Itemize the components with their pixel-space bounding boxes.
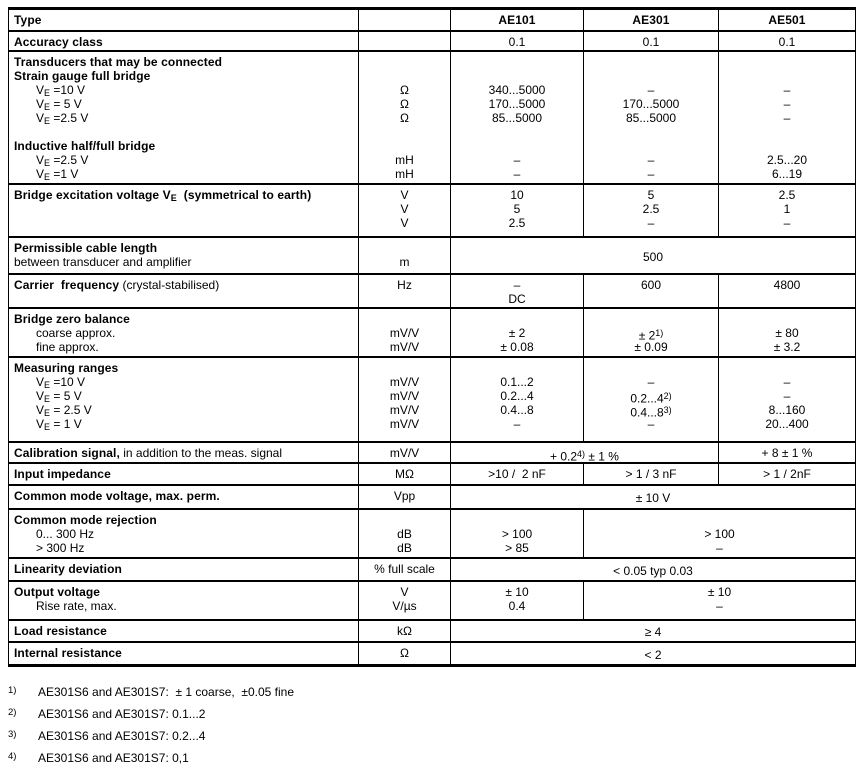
param-label-cell <box>9 52 358 183</box>
value-span-all-columns <box>450 559 855 580</box>
text-line: between transducer and amplifier <box>14 255 192 269</box>
row-calibration-signal <box>9 441 855 462</box>
text-line <box>719 125 855 139</box>
text-line: mH <box>395 153 414 167</box>
text-line: Inductive half/full bridge <box>14 139 156 153</box>
value-ae501 <box>718 443 855 462</box>
value-ae501 <box>718 185 855 236</box>
text-line: 2.5 <box>778 188 796 202</box>
value-span-ae101-ae301 <box>450 443 718 462</box>
text-line: > 85 <box>505 541 529 555</box>
unit-cell <box>358 52 450 183</box>
text-line: 340...5000 <box>488 83 546 97</box>
value-ae501 <box>718 52 855 183</box>
unit-cell <box>358 510 450 557</box>
text-line: – <box>513 153 521 167</box>
value-ae101 <box>450 275 583 307</box>
param-label-cell <box>9 443 358 462</box>
text-line <box>451 312 583 326</box>
text-line: Common mode rejection <box>14 513 157 527</box>
text-line: Transducers that may be connected <box>14 55 223 69</box>
text-line: mH <box>395 167 414 181</box>
text-line: 20...400 <box>765 417 809 431</box>
text-line <box>584 139 718 153</box>
text-line <box>719 69 855 83</box>
text-line: 1 <box>783 202 791 216</box>
value-ae101 <box>450 32 583 50</box>
text-line: mV/V <box>389 340 420 354</box>
value-ae101 <box>450 309 583 356</box>
text-line: VE = 1 V <box>36 417 82 432</box>
text-line <box>451 513 583 527</box>
value-ae301 <box>583 32 718 50</box>
value-ae101 <box>450 464 583 484</box>
footnote-marker: 2) <box>8 707 17 718</box>
text-line: Linearity deviation <box>14 562 122 576</box>
text-line: – <box>783 389 791 403</box>
text-line: Strain gauge full bridge <box>14 69 151 83</box>
text-line: > 300 Hz <box>36 541 85 555</box>
value-span-all-columns <box>450 643 855 664</box>
text-line <box>719 361 855 375</box>
text-line <box>584 361 718 375</box>
footnote-marker: 1) <box>8 685 17 696</box>
value-ae101 <box>450 510 583 557</box>
text-line: – <box>783 216 791 230</box>
text-line <box>359 361 450 375</box>
text-line: < 2 <box>644 647 662 662</box>
value-ae101 <box>450 582 583 619</box>
text-line: Bridge zero balance <box>14 312 130 326</box>
text-line: V <box>400 202 409 216</box>
text-line: Ω <box>400 97 409 111</box>
text-line <box>451 139 583 153</box>
text-line: – <box>513 278 521 292</box>
text-line: ≥ 4 <box>644 625 662 639</box>
text-line: Measuring ranges <box>14 361 119 375</box>
value-ae301 <box>583 52 718 183</box>
unit-cell <box>358 358 450 441</box>
row-linearity-deviation <box>9 557 855 580</box>
text-line: Calibration signal, in addition to the meas. signal <box>14 446 283 460</box>
text-line: 500 <box>642 249 664 264</box>
text-line <box>719 312 855 326</box>
value-ae301 <box>583 275 718 307</box>
text-line: 0.4...8$^{3)}$ <box>630 405 672 420</box>
row-input-impedance <box>9 462 855 484</box>
value-ae101 <box>450 358 583 441</box>
unit-cell <box>358 185 450 236</box>
value-span-all-columns <box>450 621 855 641</box>
text-line: 85...5000 <box>625 111 677 125</box>
text-line: AE101 <box>498 13 536 27</box>
unit-cell <box>358 582 450 619</box>
unit-cell <box>358 32 450 50</box>
text-line: 0... 300 Hz <box>36 527 95 541</box>
text-line: 0.2...4 <box>500 389 534 403</box>
text-line: dB <box>397 527 412 541</box>
text-line: Vpp <box>393 489 416 503</box>
row-load-resistance <box>9 619 855 641</box>
unit-cell <box>358 486 450 508</box>
text-line: Carrier frequency (crystal-stabilised) <box>14 278 220 292</box>
text-line <box>359 13 450 27</box>
param-label-cell <box>9 643 358 664</box>
text-line: AE301 <box>632 13 670 27</box>
footnote-4 <box>8 751 848 773</box>
text-line: mV/V <box>389 375 420 389</box>
text-line: VE =1 V <box>36 167 79 182</box>
text-line: Type <box>14 13 42 27</box>
text-line: Permissible cable length <box>14 241 158 255</box>
value-ae101 <box>450 185 583 236</box>
param-label-cell <box>9 559 358 580</box>
text-line: – <box>783 111 791 125</box>
text-line: mV/V <box>389 417 420 431</box>
text-line <box>359 125 450 139</box>
text-line: Bridge excitation voltage VE (symmetrical to earth) <box>14 188 312 203</box>
value-ae501 <box>718 275 855 307</box>
unit-cell <box>358 10 450 30</box>
value-ae501 <box>718 464 855 484</box>
text-line: – <box>513 417 521 431</box>
text-line <box>14 125 358 139</box>
text-line: ± 80 <box>775 326 799 340</box>
footnote-text: AE301S6 and AE301S7: 0,1 <box>38 751 189 765</box>
text-line: 600 <box>640 278 662 292</box>
text-line: VE =2.5 V <box>36 153 89 168</box>
value-ae301 <box>583 309 718 356</box>
text-line: dB <box>397 541 412 555</box>
text-line: – <box>647 167 655 181</box>
text-line: > 100 <box>704 527 735 541</box>
text-line: 170...5000 <box>622 97 680 111</box>
text-line: Ω <box>400 111 409 125</box>
row-type-header <box>9 10 855 30</box>
param-label-cell <box>9 32 358 50</box>
value-ae301 <box>583 185 718 236</box>
value-ae501 <box>718 358 855 441</box>
footnote-text: AE301S6 and AE301S7: ± 1 coarse, ±0.05 fine <box>38 685 295 699</box>
text-line: 5 <box>513 202 521 216</box>
row-bridge-excitation-voltage <box>9 183 855 236</box>
text-line: kΩ <box>397 624 412 638</box>
text-line: – <box>783 97 791 111</box>
text-line: Common mode voltage, max. perm. <box>14 489 220 503</box>
text-line: Ω <box>400 83 409 97</box>
text-line: VE = 5 V <box>36 389 82 404</box>
unit-cell <box>358 464 450 484</box>
text-line: 0.1 <box>778 35 796 49</box>
text-line: > 1 / 3 nF <box>625 467 677 481</box>
text-line: V <box>400 585 409 599</box>
value-span-all-columns <box>450 238 855 273</box>
row-output-voltage <box>9 580 855 619</box>
text-line: ± 10 <box>707 585 732 599</box>
text-line <box>584 55 718 69</box>
text-line: – <box>716 599 723 613</box>
text-line: 0.4 <box>508 599 526 613</box>
text-line: < 0.05 typ 0.03 <box>613 563 693 578</box>
text-line <box>719 55 855 69</box>
text-line: Input impedance <box>14 467 111 481</box>
param-label-cell <box>9 275 358 307</box>
param-label-cell <box>9 10 358 30</box>
text-line: – <box>647 417 655 431</box>
text-line: 5 <box>647 188 655 202</box>
text-line: VE = 5 V <box>36 97 82 112</box>
value-ae501 <box>718 309 855 356</box>
text-line <box>451 55 583 69</box>
text-line: >10 / 2 nF <box>488 467 546 481</box>
text-line: ± 0.09 <box>634 340 668 354</box>
row-common-mode-rejection <box>9 508 855 557</box>
text-line: mV/V <box>389 446 420 460</box>
unit-cell <box>358 275 450 307</box>
footnote-marker: 3) <box>8 729 17 740</box>
column-header-ae101 <box>450 10 583 30</box>
unit-cell <box>358 309 450 356</box>
param-label-cell <box>9 464 358 484</box>
row-internal-resistance <box>9 641 855 664</box>
text-line <box>359 312 450 326</box>
value-ae301 <box>583 464 718 484</box>
param-label-cell <box>9 238 358 273</box>
text-line: MΩ <box>395 467 414 481</box>
value-ae301 <box>583 358 718 441</box>
footnote-text: AE301S6 and AE301S7: 0.2...4 <box>38 729 206 743</box>
text-line: – <box>513 167 521 181</box>
text-line: 10 <box>510 188 524 202</box>
text-line: – <box>783 83 791 97</box>
text-line: AE501 <box>768 13 806 27</box>
text-line: + $0.2^{4)} \pm 1$ % <box>550 448 619 463</box>
row-carrier-frequency <box>9 273 855 307</box>
text-line: coarse approx. <box>36 326 116 340</box>
text-line <box>359 69 450 83</box>
value-span-all-columns <box>450 486 855 508</box>
text-line: 6...19 <box>771 167 803 181</box>
text-line <box>584 125 718 139</box>
text-line: mV/V <box>389 326 420 340</box>
row-accuracy-class <box>9 30 855 50</box>
text-line: ± 10 V <box>635 491 671 505</box>
text-line: > 1 / 2nF <box>763 467 811 481</box>
footnote-2 <box>8 707 848 729</box>
value-span-ae301-ae501 <box>583 510 855 557</box>
text-line: Ω <box>400 646 409 660</box>
text-line: VE =10 V <box>36 83 86 98</box>
text-line: 0.1...2 <box>500 375 534 389</box>
text-line: – <box>647 375 655 389</box>
footnotes <box>8 685 848 773</box>
unit-cell <box>358 621 450 641</box>
text-line: – <box>716 541 723 555</box>
param-label-cell <box>9 185 358 236</box>
text-line: – <box>647 153 655 167</box>
text-line <box>359 139 450 153</box>
footnote-1 <box>8 685 848 707</box>
text-line: V <box>400 188 409 202</box>
text-line <box>584 312 718 326</box>
text-line: 0.2...4$^{2)}$ <box>630 391 672 406</box>
text-line <box>359 55 450 69</box>
unit-cell <box>358 238 450 273</box>
text-line: ± 0.08 <box>500 340 534 354</box>
footnote-3 <box>8 729 848 751</box>
text-line: 170...5000 <box>488 97 546 111</box>
text-line: 85...5000 <box>491 111 543 125</box>
text-line: mV/V <box>389 403 420 417</box>
text-line: 8...160 <box>768 403 806 417</box>
param-label-cell <box>9 582 358 619</box>
text-line: DC <box>508 292 526 306</box>
text-line <box>584 513 855 527</box>
column-header-ae501 <box>718 10 855 30</box>
param-label-cell <box>9 309 358 356</box>
text-line: ± 2 <box>508 326 526 340</box>
footnote-text: AE301S6 and AE301S7: 0.1...2 <box>38 707 206 721</box>
text-line: 2.5 <box>508 216 526 230</box>
text-line: 2.5...20 <box>766 153 808 167</box>
text-line: 0.1 <box>642 35 660 49</box>
row-transducers <box>9 50 855 183</box>
unit-cell <box>358 643 450 664</box>
text-line: > 100 <box>501 527 533 541</box>
text-line: mV/V <box>389 389 420 403</box>
text-line: 2.5 <box>642 202 660 216</box>
row-common-mode-voltage <box>9 484 855 508</box>
spec-table <box>8 7 856 667</box>
value-span-ae301-ae501 <box>583 582 855 619</box>
text-line: ± 3.2 <box>773 340 801 354</box>
param-label-cell <box>9 510 358 557</box>
text-line: Accuracy class <box>14 35 103 49</box>
text-line: m <box>399 255 410 269</box>
text-line <box>359 35 450 49</box>
text-line: VE = 2.5 V <box>36 403 92 418</box>
unit-cell <box>358 443 450 462</box>
text-line <box>359 241 450 255</box>
text-line: ± 10 <box>505 585 529 599</box>
column-header-ae301 <box>583 10 718 30</box>
value-ae101 <box>450 52 583 183</box>
text-line: V <box>400 216 409 230</box>
text-line: 4800 <box>773 278 801 292</box>
text-line <box>584 69 718 83</box>
text-line: Output voltage <box>14 585 101 599</box>
param-label-cell <box>9 486 358 508</box>
text-line: Rise rate, max. <box>36 599 117 613</box>
text-line <box>451 125 583 139</box>
text-line: ± $2^{1)}$ <box>638 328 664 343</box>
text-line: V/µs <box>392 599 417 613</box>
text-line <box>359 513 450 527</box>
text-line: Load resistance <box>14 624 107 638</box>
text-line: + 8 ± 1 % <box>761 446 813 460</box>
text-line: 0.4...8 <box>500 403 534 417</box>
text-line: VE =10 V <box>36 375 86 390</box>
text-line: % full scale <box>374 562 435 576</box>
text-line: VE =2.5 V <box>36 111 89 126</box>
row-permissible-cable-length <box>9 236 855 273</box>
footnote-marker: 4) <box>8 751 17 762</box>
param-label-cell <box>9 621 358 641</box>
param-label-cell <box>9 358 358 441</box>
row-bridge-zero-balance <box>9 307 855 356</box>
text-line <box>719 139 855 153</box>
text-line: – <box>783 375 791 389</box>
row-measuring-ranges <box>9 356 855 441</box>
value-ae501 <box>718 32 855 50</box>
text-line: fine approx. <box>36 340 99 354</box>
text-line: Internal resistance <box>14 646 122 660</box>
unit-cell <box>358 559 450 580</box>
text-line: Hz <box>397 278 412 292</box>
text-line <box>451 69 583 83</box>
text-line: 0.1 <box>508 35 526 49</box>
text-line: – <box>647 83 655 97</box>
text-line: – <box>647 216 655 230</box>
text-line <box>451 361 583 375</box>
